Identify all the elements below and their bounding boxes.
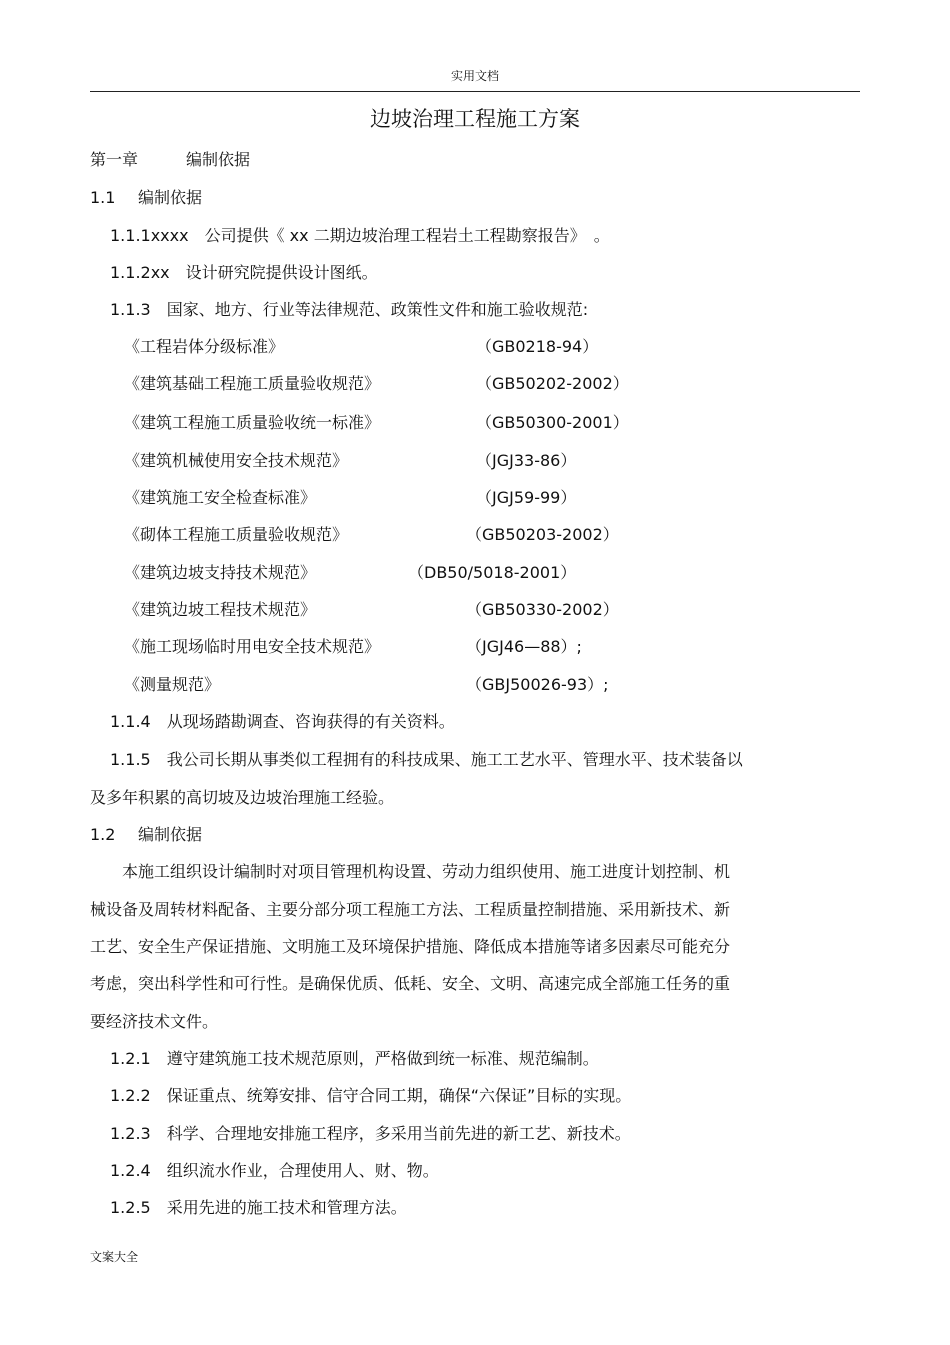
standard-code: （DB50/5018-2001） [408, 563, 577, 582]
standard-code: （JGJ33-86） [476, 451, 577, 470]
paragraph-line: 考虑，突出科学性和可行性。是确保优质、低耗、安全、文明、高速完成全部施工任务的重 [90, 974, 731, 993]
item-1-1-5-line-2: 及多年积累的高切坡及边坡治理施工经验。 [90, 788, 395, 807]
standard-code: （GBJ50026-93）; [466, 675, 609, 694]
page-header: 实用文档 [450, 69, 499, 83]
paragraph-line: 要经济技术文件。 [90, 1012, 219, 1031]
standard-name: 《建筑边坡工程技术规范》 [124, 600, 317, 619]
standard-name: 《建筑施工安全检查标准》 [124, 488, 317, 507]
standard-code: （GB50300-2001） [476, 413, 629, 432]
section-1-2-title: 编制依据 [138, 825, 203, 844]
item-1-1-4: 1.1.4 从现场踏勘调查、咨询获得的有关资料。 [110, 712, 455, 731]
standard-name: 《工程岩体分级标准》 [124, 337, 285, 356]
item-1-2-1: 1.2.1 遵守建筑施工技术规范原则，严格做到统一标准、规范编制。 [110, 1049, 599, 1068]
standard-name: 《建筑基础工程施工质量验收规范》 [124, 374, 381, 393]
item-1-2-5: 1.2.5 采用先进的施工技术和管理方法。 [110, 1198, 407, 1217]
standard-code: （GB50330-2002） [466, 600, 619, 619]
standard-name: 《砌体工程施工质量验收规范》 [124, 525, 349, 544]
standard-code: （GB50203-2002） [466, 525, 619, 544]
item-1-2-3: 1.2.3 科学、合理地安排施工程序，多采用当前先进的新工艺、新技术。 [110, 1124, 631, 1143]
item-1-2-2: 1.2.2 保证重点、统筹安排、信守合同工期，确保“六保证”目标的实现。 [110, 1086, 632, 1105]
standard-name: 《建筑工程施工质量验收统一标准》 [124, 413, 381, 432]
item-1-1-1: 1.1.1xxxx 公司提供《 xx 二期边坡治理工程岩土工程勘察报告》 。 [110, 226, 610, 245]
page-footer: 文案大全 [90, 1250, 139, 1264]
item-1-1-2: 1.1.2xx 设计研究院提供设计图纸。 [110, 263, 378, 282]
standard-code: （JGJ46—88）; [466, 637, 582, 656]
item-1-1-5-line-1: 1.1.5 我公司长期从事类似工程拥有的科技成果、施工工艺水平、管理水平、技术装备以 [110, 750, 743, 769]
standard-code: （JGJ59-99） [476, 488, 577, 507]
standard-code: （GB0218-94） [476, 337, 599, 356]
section-1-1-title: 编制依据 [138, 188, 203, 207]
item-1-2-4: 1.2.4 组织流水作业，合理使用人、财、物。 [110, 1161, 439, 1180]
standard-code: （GB50202-2002） [476, 374, 629, 393]
item-1-1-3: 1.1.3 国家、地方、行业等法律规范、政策性文件和施工验收规范: [110, 300, 589, 319]
paragraph-line: 工艺、安全生产保证措施、文明施工及环境保护措施、降低成本措施等诸多因素尽可能充分 [90, 937, 731, 956]
standard-name: 《建筑机械使用安全技术规范》 [124, 451, 349, 470]
paragraph-line: 械设备及周转材料配备、主要分部分项工程施工方法、工程质量控制措施、采用新技术、新 [90, 900, 731, 919]
chapter-number: 第一章 [90, 150, 139, 169]
standard-name: 《建筑边坡支持技术规范》 [124, 563, 317, 582]
chapter-title: 编制依据 [186, 150, 251, 169]
section-1-2-number: 1.2 [90, 825, 116, 844]
standard-name: 《施工现场临时用电安全技术规范》 [124, 637, 381, 656]
paragraph-line: 本施工组织设计编制时对项目管理机构设置、劳动力组织使用、施工进度计划控制、机 [122, 862, 731, 881]
section-1-1-number: 1.1 [90, 188, 116, 207]
standard-name: 《测量规范》 [124, 675, 221, 694]
header-rule [90, 91, 860, 92]
page-title: 边坡治理工程施工方案 [370, 107, 580, 131]
